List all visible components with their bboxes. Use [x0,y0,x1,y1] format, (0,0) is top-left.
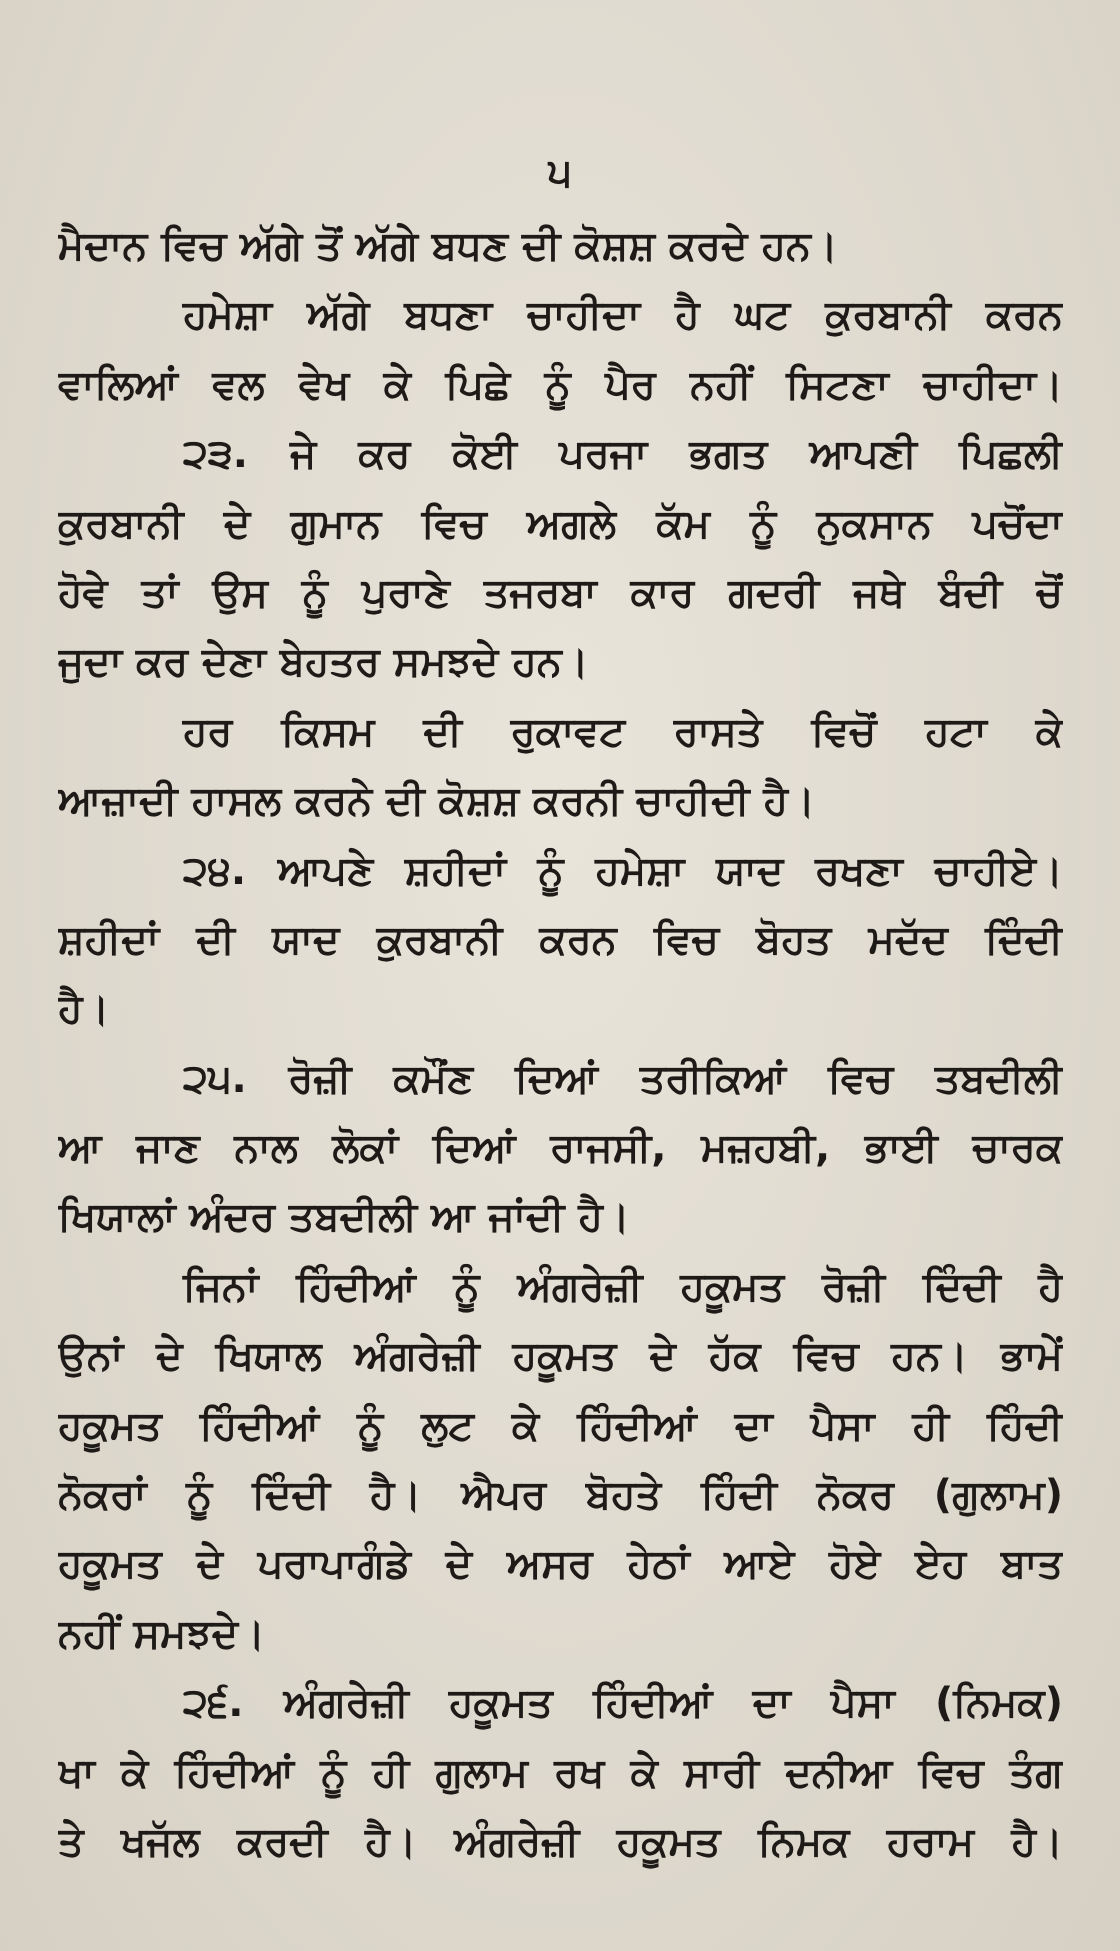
text-line: ਹੋਵੇ ਤਾਂ ਉਸ ਨੂੰ ਪੁਰਾਣੇ ਤਜਰਬਾ ਕਾਰ ਗਦਰੀ ਜਥੇ ਬੰਦੀ ਚੋਂ [58,569,1063,616]
text-line: ਆਜ਼ਾਦੀ ਹਾਸਲ ਕਰਨੇ ਦੀ ਕੋਸ਼ਸ਼ ਕਰਨੀ ਚਾਹੀਦੀ ਹੈ। [58,778,816,825]
text-line: ਖਾ ਕੇ ਹਿੰਦੀਆਂ ਨੂੰ ਹੀ ਗੁਲਾਮ ਰਖ ਕੇ ਸਾਰੀ ਦਨੀਆ ਵਿਚ ਤੰਗ [58,1749,1063,1796]
text-line: ਨਹੀਂ ਸਮਝਦੇ। [58,1610,266,1657]
text-line: ਵਾਲਿਆਂ ਵਲ ਵੇਖ ਕੇ ਪਿਛੇ ਨੂੰ ਪੈਰ ਨਹੀਂ ਸਿਟਣਾ ਚਾਹੀਦਾ। [58,361,1063,408]
text-line: ਉਨਾਂ ਦੇ ਖਿਯਾਲ ਅੰਗਰੇਜ਼ੀ ਹਕੂਮਤ ਦੇ ਹੱਕ ਵਿਚ ਹਨ। ਭਾਮੇਂ [58,1333,1063,1380]
text-line: ਮੈਦਾਨ ਵਿਚ ਅੱਗੇ ਤੋਂ ਅੱਗੇ ਬਧਣ ਦੀ ਕੋਸ਼ਸ਼ ਕਰਦੇ ਹਨ। [58,223,838,269]
text-line: ਜਿਨਾਂ ਹਿੰਦੀਆਂ ਨੂੰ ਅੰਗਰੇਜ਼ੀ ਹਕੂਮਤ ਰੋਜ਼ੀ ਦਿੰਦੀ ਹੈ [183,1263,1063,1310]
text-line: ਖਿਯਾਲਾਂ ਅੰਦਰ ਤਬਦੀਲੀ ਆ ਜਾਂਦੀ ਹੈ। [58,1194,630,1241]
page-number: ੫ [548,150,572,196]
text-line: ਕੁਰਬਾਨੀ ਦੇ ਗੁਮਾਨ ਵਿਚ ਅਗਲੇ ਕੱਮ ਨੂੰ ਨੁਕਸਾਨ ਪਚੋਂਦਾ [58,500,1063,547]
text-line: ਆ ਜਾਣ ਨਾਲ ਲੋਕਾਂ ਦਿਆਂ ਰਾਜਸੀ, ਮਜ਼ਹਬੀ, ਭਾਈ ਚਾਰਕ [58,1125,1063,1172]
text-line: ੨੬. ਅੰਗਰੇਜ਼ੀ ਹਕੂਮਤ ਹਿੰਦੀਆਂ ਦਾ ਪੈਸਾ (ਨਿਮਕ) [183,1680,1063,1727]
text-line: ਜੁਦਾ ਕਰ ਦੇਣਾ ਬੇਹਤਰ ਸਮਝਦੇ ਹਨ। [58,639,589,686]
text-line: ਹਰ ਕਿਸਮ ਦੀ ਰੁਕਾਵਟ ਰਾਸਤੇ ਵਿਚੋਂ ਹਟਾ ਕੇ [183,708,1063,755]
text-line: ੨੪. ਆਪਣੇ ਸ਼ਹੀਦਾਂ ਨੂੰ ਹਮੇਸ਼ਾ ਯਾਦ ਰਖਣਾ ਚਾਹੀਏ। [183,847,1063,894]
body-text [58,212,1063,1877]
text-line: ਸ਼ਹੀਦਾਂ ਦੀ ਯਾਦ ਕੁਰਬਾਨੀ ਕਰਨ ਵਿਚ ਬੋਹਤ ਮਦੱਦ ਦਿੰਦੀ [58,916,1063,963]
text-line: ਹਮੇਸ਼ਾ ਅੱਗੇ ਬਧਣਾ ਚਾਹੀਦਾ ਹੈ ਘਟ ਕੁਰਬਾਨੀ ਕਰਨ [183,292,1063,339]
text-line: ਨੋਕਰਾਂ ਨੂੰ ਦਿੰਦੀ ਹੈ। ਐਪਰ ਬੋਹਤੇ ਹਿੰਦੀ ਨੋਕਰ (ਗੁਲਾਮ) [58,1472,1063,1519]
text-line: ੨੫. ਰੋਜ਼ੀ ਕਮੌਂਣ ਦਿਆਂ ਤਰੀਕਿਆਂ ਵਿਚ ਤਬਦੀਲੀ [183,1055,1063,1102]
text-line: ਹੈ। [58,986,110,1033]
text-line: ਤੇ ਖਜੱਲ ਕਰਦੀ ਹੈ। ਅੰਗਰੇਜ਼ੀ ਹਕੂਮਤ ਨਿਮਕ ਹਰਾਮ ਹੈ। [58,1818,1063,1865]
text-line: ਹਕੂਮਤ ਹਿੰਦੀਆਂ ਨੂੰ ਲੁਟ ਕੇ ਹਿੰਦੀਆਂ ਦਾ ਪੈਸਾ ਹੀ ਹਿੰਦੀ [58,1402,1063,1449]
text-line: ੨੩. ਜੇ ਕਰ ਕੋਈ ਪਰਜਾ ਭਗਤ ਆਪਣੀ ਪਿਛਲੀ [183,431,1063,478]
text-line: ਹਕੂਮਤ ਦੇ ਪਰਾਪਾਗੰਡੇ ਦੇ ਅਸਰ ਹੇਠਾਂ ਆਏ ਹੋਏ ਏਹ ਬਾਤ [58,1541,1063,1588]
